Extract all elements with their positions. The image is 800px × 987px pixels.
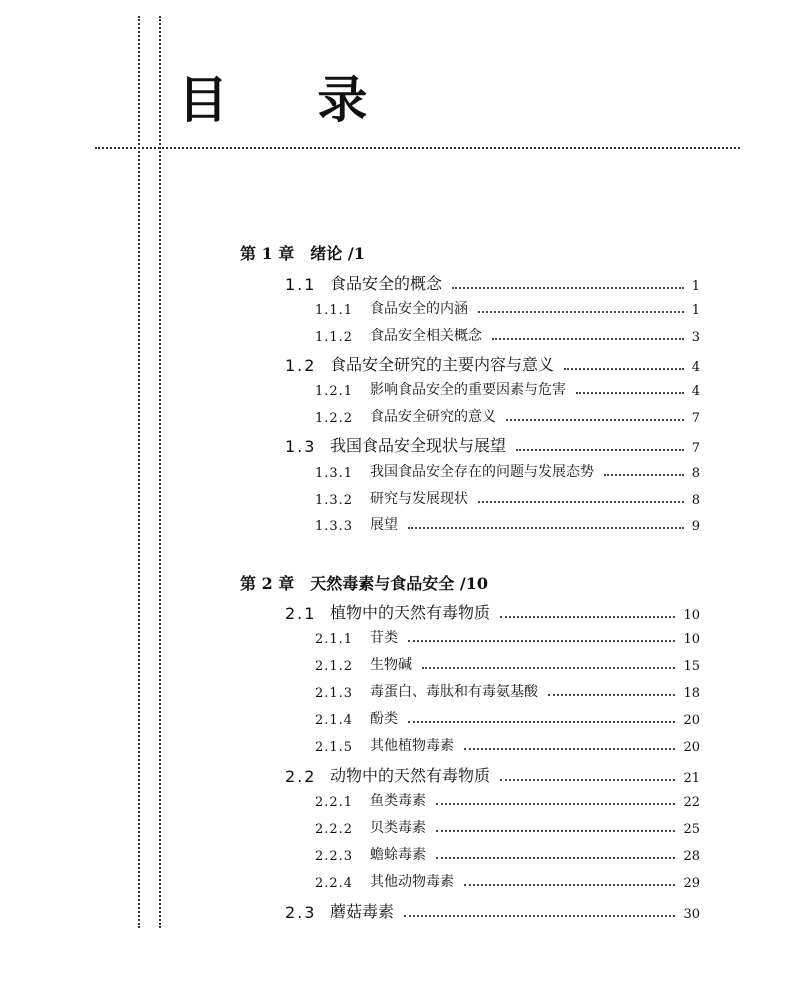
dot-leader (500, 779, 675, 781)
toc-page-number: 10 (683, 632, 700, 647)
dot-leader (404, 915, 675, 917)
toc-entry-number: 2.3 (285, 903, 317, 922)
toc-subsection-row (315, 844, 700, 864)
toc-entry-number: 2.1.4 (315, 713, 354, 728)
dot-leader (548, 694, 675, 696)
toc-page-number: 9 (691, 519, 700, 534)
toc-subsection-row (315, 406, 700, 426)
toc-subsection-row (315, 379, 700, 399)
toc-entry-title: 我国食品安全现状与展望 (330, 436, 507, 455)
toc-entry-title: 动物中的天然有毒物质 (330, 766, 491, 785)
dotted-margin-line-right (159, 16, 161, 928)
toc-page-number: 8 (691, 493, 700, 508)
dot-leader (516, 449, 684, 451)
toc-entry-title: 研究与发展现状 (370, 491, 468, 507)
toc-subsection-row (315, 708, 700, 728)
toc-section-row (285, 433, 700, 456)
toc-page-number: 29 (683, 876, 700, 891)
toc-entry-number: 1.1.1 (315, 303, 354, 318)
dot-leader (408, 721, 675, 723)
toc-page-number: 28 (683, 849, 700, 864)
dot-leader (408, 640, 675, 642)
toc-entry-number: 2.1 (285, 604, 317, 623)
toc-entry-number: 2.2.3 (315, 849, 354, 864)
dot-leader (464, 748, 675, 750)
toc-entry-title: 影响食品安全的重要因素与危害 (370, 382, 566, 398)
toc-entry-number: 2.1.3 (315, 686, 354, 701)
toc-page-number: 3 (691, 330, 700, 345)
dot-leader (478, 311, 684, 313)
toc-entry-number: 2.2.1 (315, 795, 354, 810)
toc-entry-number: 2.1.2 (315, 659, 354, 674)
toc-subsection-row (315, 488, 700, 508)
toc-subsection-row (315, 298, 700, 318)
dot-leader (500, 616, 675, 618)
toc-entry-title: 食品安全研究的意义 (370, 409, 496, 425)
toc-entry-title: 展望 (370, 517, 398, 533)
toc-page-number: 18 (683, 686, 700, 701)
toc-section-row (285, 899, 700, 922)
chapter-heading (240, 241, 365, 264)
toc-entry-number: 2.2.4 (315, 876, 354, 891)
toc-page-number: 15 (683, 659, 700, 674)
dot-leader (506, 419, 684, 421)
dot-leader (492, 338, 684, 340)
page-title: 目 录 (178, 71, 404, 129)
toc-page-number: 7 (691, 441, 700, 456)
dot-leader (604, 474, 684, 476)
toc-entry-title: 毒蛋白、毒肽和有毒氨基酸 (370, 684, 538, 700)
chapter-title: 天然毒素与食品安全 /10 (310, 574, 488, 593)
toc-entry-number: 1.1 (285, 275, 317, 294)
dot-leader (408, 527, 684, 529)
toc-page-number: 20 (683, 713, 700, 728)
toc-entry-title: 其他植物毒素 (370, 738, 454, 754)
toc-page-number: 4 (691, 360, 700, 375)
toc-section-row (285, 271, 700, 294)
toc-page-number: 1 (691, 279, 700, 294)
toc-page-number: 30 (683, 907, 700, 922)
toc-page-number: 4 (691, 384, 700, 399)
toc-subsection-row (315, 681, 700, 701)
dot-leader (576, 392, 684, 394)
toc-entry-title: 食品安全的概念 (330, 274, 443, 293)
toc-subsection-row (315, 461, 700, 481)
toc-entry-number: 2.1.5 (315, 740, 354, 755)
toc-page-number: 20 (683, 740, 700, 755)
toc-entry-number: 1.2.1 (315, 384, 354, 399)
toc-subsection-row (315, 817, 700, 837)
toc-page-number: 7 (691, 411, 700, 426)
toc-section-row (285, 763, 700, 786)
dot-leader (478, 501, 684, 503)
toc-section-row (285, 600, 700, 623)
toc-section-row (285, 352, 700, 375)
dot-leader (422, 667, 675, 669)
toc-entry-title: 酚类 (370, 711, 398, 727)
dotted-margin-line-left (138, 16, 140, 928)
toc-entry-number: 1.3.3 (315, 519, 354, 534)
toc-entry-number: 2.2.2 (315, 822, 354, 837)
toc-subsection-row (315, 627, 700, 647)
toc-subsection-row (315, 514, 700, 534)
chapter-title: 绪论 /1 (310, 244, 365, 263)
toc-subsection-row (315, 871, 700, 891)
toc-entry-title: 苷类 (370, 630, 398, 646)
toc-page-number: 8 (691, 466, 700, 481)
toc-entry-number: 2.1.1 (315, 632, 354, 647)
toc-page-number: 10 (683, 608, 700, 623)
toc-entry-title: 食品安全相关概念 (370, 328, 482, 344)
chapter-label: 第 2 章 (240, 574, 295, 593)
dot-leader (436, 803, 675, 805)
dot-leader (436, 857, 675, 859)
chapter-label: 第 1 章 (240, 244, 295, 263)
toc-subsection-row (315, 654, 700, 674)
toc-subsection-row (315, 735, 700, 755)
chapter-heading (240, 571, 488, 594)
toc-entry-title: 植物中的天然有毒物质 (330, 603, 491, 622)
toc-entry-title: 蟾蜍毒素 (370, 847, 426, 863)
toc-entry-title: 我国食品安全存在的问题与发展态势 (370, 464, 594, 480)
dot-leader (564, 368, 684, 370)
toc-page-number: 21 (683, 771, 700, 786)
toc-subsection-row (315, 325, 700, 345)
toc-entry-number: 1.3.1 (315, 466, 354, 481)
toc-entry-number: 2.2 (285, 767, 317, 786)
toc-subsection-row (315, 790, 700, 810)
toc-page-number: 25 (683, 822, 700, 837)
toc-page-number: 1 (691, 303, 700, 318)
toc-entry-title: 生物碱 (370, 657, 412, 673)
dot-leader (464, 884, 675, 886)
toc-entry-title: 贝类毒素 (370, 820, 426, 836)
toc-entry-number: 1.1.2 (315, 330, 354, 345)
toc-entry-title: 蘑菇毒素 (330, 902, 395, 921)
dotted-header-rule (95, 147, 740, 149)
toc-entry-title: 其他动物毒素 (370, 874, 454, 890)
toc-entry-title: 食品安全的内涵 (370, 301, 468, 317)
toc-entry-number: 1.2.2 (315, 411, 354, 426)
toc-entry-number: 1.2 (285, 356, 317, 375)
dot-leader (452, 287, 684, 289)
dot-leader (436, 830, 675, 832)
toc-entry-title: 鱼类毒素 (370, 793, 426, 809)
toc-entry-title: 食品安全研究的主要内容与意义 (330, 355, 555, 374)
toc-entry-number: 1.3.2 (315, 493, 354, 508)
toc-entry-number: 1.3 (285, 437, 317, 456)
toc-page-number: 22 (683, 795, 700, 810)
